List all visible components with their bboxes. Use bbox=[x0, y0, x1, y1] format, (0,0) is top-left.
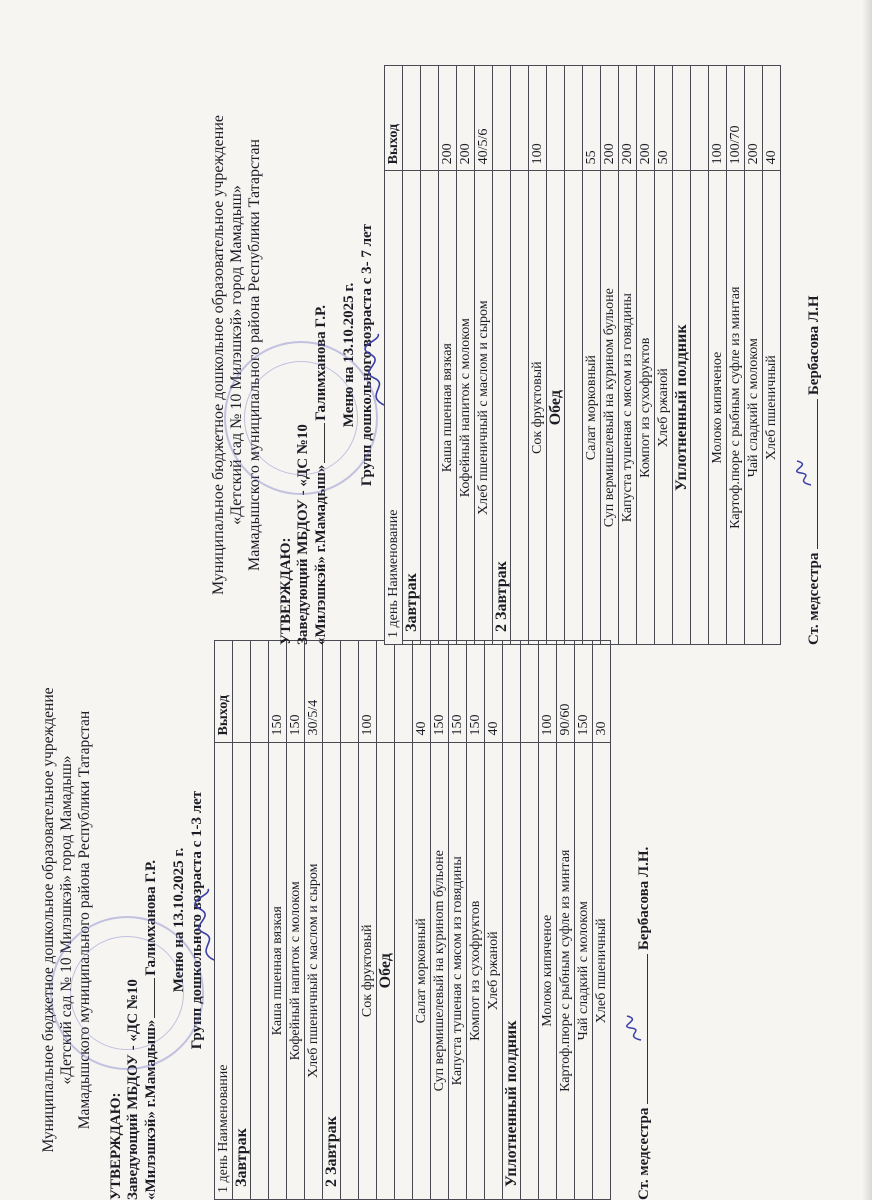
menu-table bbox=[384, 65, 781, 645]
dish-name: Хлеб ржаной bbox=[655, 171, 673, 645]
table-row bbox=[727, 66, 745, 645]
approve-name: Галимханова Г.Р. bbox=[313, 305, 329, 421]
table-row bbox=[413, 641, 431, 1200]
table-row bbox=[457, 66, 475, 645]
dish-output: 150 bbox=[467, 641, 485, 743]
table-row bbox=[619, 66, 637, 645]
table-row bbox=[745, 66, 763, 645]
table-row bbox=[475, 66, 493, 645]
dish-output: 30 bbox=[593, 641, 611, 743]
nurse-signature-block bbox=[805, 65, 823, 645]
table-row bbox=[583, 66, 601, 645]
dish-name: Картоф.пюре с рыбным суфле из минтая bbox=[727, 171, 745, 645]
section-output bbox=[403, 66, 421, 171]
approve-org: «Милэшкэй» г.Мамадыш» bbox=[143, 1019, 159, 1200]
dish-output bbox=[251, 641, 269, 743]
dish-name: Капуста тушеная с мясом из говядины bbox=[449, 742, 467, 1199]
age-group: Групп дошкольного возраста с 1-3 лет bbox=[189, 790, 205, 1050]
section-output bbox=[233, 641, 251, 743]
dish-name: Капуста тушеная с мясом из говядины bbox=[619, 171, 637, 645]
table-row bbox=[539, 641, 557, 1200]
menu-title: Меню на 13.10.2025 г. bbox=[171, 847, 187, 993]
dish-name: Суп вермишелевый на куриноm бульоне bbox=[431, 742, 449, 1199]
dish-output: 100 bbox=[539, 641, 557, 743]
table-row bbox=[709, 66, 727, 645]
dish-name: Суп вермишелевый на курином бульоне bbox=[601, 171, 619, 645]
header-name: 1 день Наименование bbox=[215, 742, 233, 1199]
table-row bbox=[655, 66, 673, 645]
dish-name bbox=[691, 171, 709, 645]
table-row bbox=[269, 641, 287, 1200]
section-output bbox=[547, 66, 565, 171]
dish-output: 40 bbox=[485, 641, 503, 743]
nurse-signature-block bbox=[635, 640, 653, 1200]
dish-output: 100 bbox=[359, 641, 377, 743]
dish-name: Кофейный напиток с молоком bbox=[457, 171, 475, 645]
dish-output: 150 bbox=[575, 641, 593, 743]
section-title: 2 Завтрак bbox=[323, 742, 341, 1199]
table-row bbox=[485, 641, 503, 1200]
approve-label: УТВЕРЖДАЮ: bbox=[278, 537, 294, 645]
dish-output: 40 bbox=[763, 66, 781, 171]
table-row bbox=[439, 66, 457, 645]
dish-output: 40 bbox=[413, 641, 431, 743]
dish-output: 90/60 bbox=[557, 641, 575, 743]
dish-name: Молоко кипяченое bbox=[539, 742, 557, 1199]
dish-name bbox=[341, 742, 359, 1199]
nurse-signature-line bbox=[635, 954, 648, 1104]
table-row bbox=[431, 641, 449, 1200]
dish-name: Компот из сухофруктов bbox=[637, 171, 655, 645]
institution-line-2: «Детский сад № 10 Милэшкэй» город Мамадыш» bbox=[58, 755, 75, 1085]
nurse-signature bbox=[791, 459, 817, 489]
dish-name: Молоко кипяченое bbox=[709, 171, 727, 645]
section-title: Завтрак bbox=[233, 742, 251, 1199]
header-name: 1 день Наименование bbox=[385, 171, 403, 645]
table-row bbox=[395, 641, 413, 1200]
dish-output bbox=[691, 66, 709, 171]
dish-name: Салат морковный bbox=[413, 742, 431, 1199]
dish-output bbox=[395, 641, 413, 743]
table-row bbox=[575, 641, 593, 1200]
nurse-label: Ст. медсестра bbox=[636, 1107, 652, 1200]
menu-body bbox=[403, 66, 781, 645]
institution-line-1: Муниципальное бюджетное дошкольное образовательное учреждение bbox=[40, 687, 57, 1153]
table-row bbox=[305, 641, 323, 1200]
dish-name: Кофейный напиток с молоком bbox=[287, 742, 305, 1199]
dish-output: 200 bbox=[601, 66, 619, 171]
section-row bbox=[503, 641, 521, 1200]
section-output bbox=[673, 66, 691, 171]
nurse-label: Ст. медсестра bbox=[806, 552, 822, 645]
section-row bbox=[323, 641, 341, 1200]
dish-output: 55 bbox=[583, 66, 601, 171]
dish-name: Каша пшенная вязкая bbox=[439, 171, 457, 645]
dish-output: 30/5/4 bbox=[305, 641, 323, 743]
dish-name: Картоф.пюре с рыбным суфле из минтая bbox=[557, 742, 575, 1199]
table-row bbox=[763, 66, 781, 645]
dish-name: Сок фруктовый bbox=[359, 742, 377, 1199]
dish-output: 150 bbox=[287, 641, 305, 743]
menu-table bbox=[214, 640, 611, 1200]
table-row bbox=[521, 641, 539, 1200]
dish-output bbox=[341, 641, 359, 743]
dish-name bbox=[395, 742, 413, 1199]
dish-output bbox=[565, 66, 583, 171]
nurse-name: Бербасова Л.Н bbox=[806, 295, 822, 396]
dish-name: Хлеб пшеничный bbox=[593, 742, 611, 1199]
table-row bbox=[341, 641, 359, 1200]
dish-name: Хлеб пшеничный bbox=[763, 171, 781, 645]
approve-position: Заведующий МБДОУ - «ДС №10 bbox=[295, 424, 311, 645]
section-title: Уплотненный полдник bbox=[673, 171, 691, 645]
approve-label: УТВЕРЖДАЮ: bbox=[108, 1092, 124, 1200]
dish-output: 100 bbox=[709, 66, 727, 171]
approve-org: «Милэшкэй» г.Мамадыш» bbox=[313, 464, 329, 645]
section-title: Обед bbox=[547, 171, 565, 645]
dish-name: Сок фруктовый bbox=[529, 171, 547, 645]
dish-name: Компот из сухофруктов bbox=[467, 742, 485, 1199]
approve-name: Галимханова Г.Р. bbox=[143, 860, 159, 976]
table-row bbox=[593, 641, 611, 1200]
round-stamp bbox=[224, 341, 378, 495]
dish-name bbox=[521, 742, 539, 1199]
age-group: Групп дошкольного возраста с 3- 7 лет bbox=[359, 223, 375, 487]
section-output bbox=[377, 641, 395, 743]
dish-output: 40/5/6 bbox=[475, 66, 493, 171]
dish-name bbox=[565, 171, 583, 645]
table-row bbox=[421, 66, 439, 645]
section-row bbox=[493, 66, 511, 645]
director-signature bbox=[190, 885, 224, 965]
dish-name: Хлеб ржаной bbox=[485, 742, 503, 1199]
table-row bbox=[565, 66, 583, 645]
section-row bbox=[547, 66, 565, 645]
section-row bbox=[673, 66, 691, 645]
dish-name bbox=[511, 171, 529, 645]
section-row bbox=[403, 66, 421, 645]
nurse-name: Бербасова Л.Н. bbox=[636, 846, 652, 951]
dish-name: Хлеб пшеничный с маслом и сыром bbox=[475, 171, 493, 645]
dish-output: 200 bbox=[745, 66, 763, 171]
table-row bbox=[637, 66, 655, 645]
section-title: 2 Завтрак bbox=[493, 171, 511, 645]
dish-name: Салат морковный bbox=[583, 171, 601, 645]
section-row bbox=[233, 641, 251, 1200]
header-output: Выход bbox=[215, 641, 233, 743]
section-output bbox=[323, 641, 341, 743]
dish-output bbox=[511, 66, 529, 171]
table-row bbox=[251, 641, 269, 1200]
director-signature bbox=[360, 330, 394, 410]
dish-output: 150 bbox=[269, 641, 287, 743]
table-row bbox=[449, 641, 467, 1200]
institution-line-2: «Детский сад № 10 Милэшкэй» город Мамадыш» bbox=[228, 185, 245, 525]
institution-line-3: Мамадышского муниципального района Республики Татарстан bbox=[246, 139, 263, 571]
dish-output: 50 bbox=[655, 66, 673, 171]
dish-name: Чай сладкий с молоком bbox=[745, 171, 763, 645]
dish-output bbox=[421, 66, 439, 171]
menu-title: Меню на 13.10.2025 г. bbox=[341, 282, 357, 428]
dish-output: 200 bbox=[619, 66, 637, 171]
dish-output: 200 bbox=[439, 66, 457, 171]
nurse-signature bbox=[621, 1014, 647, 1044]
table-row bbox=[287, 641, 305, 1200]
menu-body bbox=[233, 641, 611, 1200]
table-row bbox=[467, 641, 485, 1200]
dish-name: Хлеб пшеничный с маслом и сыром bbox=[305, 742, 323, 1199]
menu-sheet-2 bbox=[210, 65, 872, 645]
dish-output: 200 bbox=[457, 66, 475, 171]
institution-line-3: Мамадышского муниципального района Республики Татарстан bbox=[76, 710, 93, 1130]
table-row bbox=[601, 66, 619, 645]
dish-name: Каша пшенная вязкая bbox=[269, 742, 287, 1199]
dish-output: 200 bbox=[637, 66, 655, 171]
section-row bbox=[377, 641, 395, 1200]
table-row bbox=[511, 66, 529, 645]
table-row bbox=[691, 66, 709, 645]
dish-name bbox=[421, 171, 439, 645]
dish-output: 100 bbox=[529, 66, 547, 171]
nurse-signature-line bbox=[805, 399, 818, 549]
header-output: Выход bbox=[385, 66, 403, 171]
section-output bbox=[493, 66, 511, 171]
section-title: Обед bbox=[377, 742, 395, 1199]
menu-sheet-1 bbox=[40, 640, 740, 1200]
dish-output: 150 bbox=[431, 641, 449, 743]
approve-position: Заведующий МБДОУ - «ДС №10 bbox=[125, 979, 141, 1200]
dish-output: 100/70 bbox=[727, 66, 745, 171]
section-title: Уплотненный полдник bbox=[503, 742, 521, 1199]
round-stamp bbox=[50, 916, 204, 1070]
dish-output bbox=[521, 641, 539, 743]
table-row bbox=[529, 66, 547, 645]
table-row bbox=[359, 641, 377, 1200]
dish-output: 150 bbox=[449, 641, 467, 743]
section-title: Завтрак bbox=[403, 171, 421, 645]
section-output bbox=[503, 641, 521, 743]
table-row bbox=[557, 641, 575, 1200]
dish-name bbox=[251, 742, 269, 1199]
dish-name: Чай сладкий с молоком bbox=[575, 742, 593, 1199]
institution-line-1: Муниципальное бюджетное дошкольное образовательное учреждение bbox=[210, 115, 227, 595]
